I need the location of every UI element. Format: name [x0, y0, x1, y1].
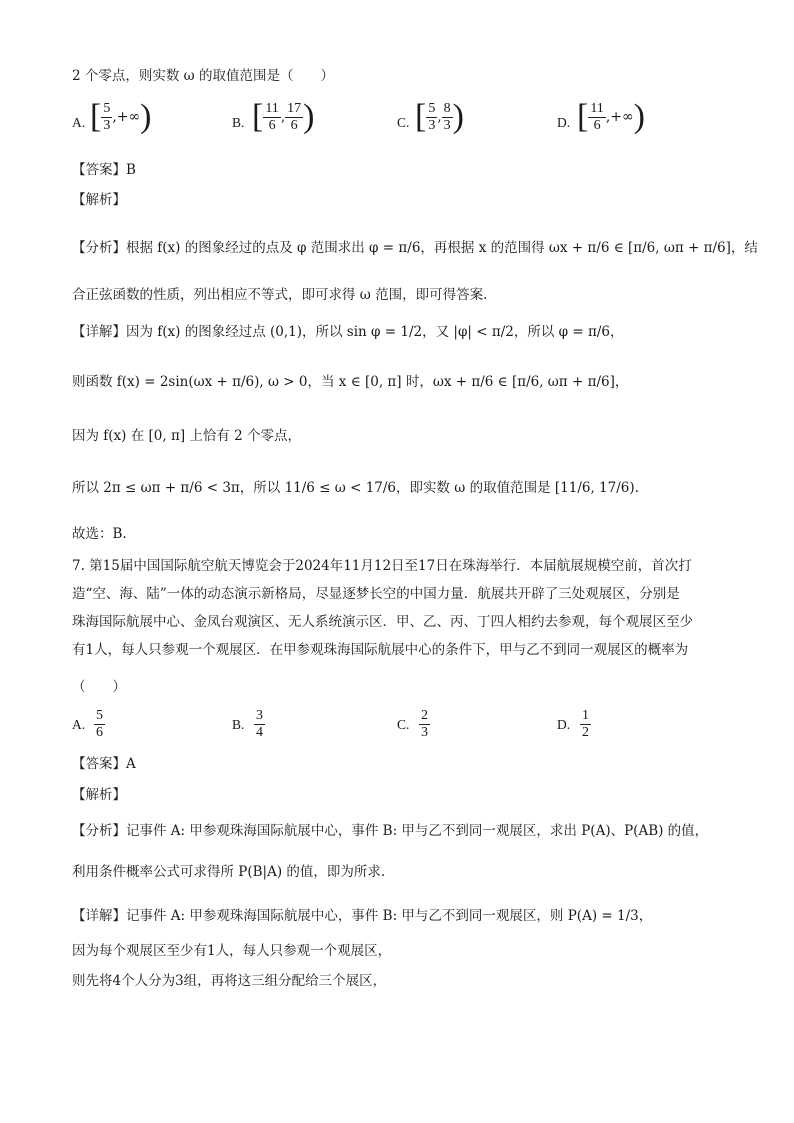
q7-detail-line3: 则先将4个人分为3组，再将这三组分配给三个展区，: [72, 973, 387, 989]
q6-answer: 【答案】B: [72, 162, 136, 178]
q7-fenxi-line1: 【分析】记事件 A: 甲参观珠海国际航展中心，事件 B: 甲与乙不到同一观展区，求出 P(A)、P(AB) 的值，: [72, 823, 709, 839]
q7-answer: 【答案】A: [72, 756, 136, 772]
q7-stem-line3: 珠海国际航展中心、金凤台观演区、无人系统演示区．甲、乙、丙、丁四人相约去参观，每个观展区至少: [72, 614, 693, 630]
q6-stem-tail: 2 个零点，则实数 ω 的取值范围是（ ）: [72, 68, 334, 84]
q7-detail-line2: 因为每个观展区至少有1人，每人只参观一个观展区，: [72, 943, 392, 959]
q6-fenxi-line2: 合正弦函数的性质，列出相应不等式，即可求得 ω 范围，即可得答案.: [72, 287, 488, 303]
q6-fenxi-line1: 【分析】根据 f(x) 的图象经过的点及 φ 范围求出 φ = π/6，再根据 x 的范围得 ωx + π/6 ∈ [π/6, ωπ + π/6]，结: [72, 240, 758, 256]
q6-conclusion: 故选：B.: [72, 526, 127, 542]
q6-detail-line4: 所以 2π ≤ ωπ + π/6 < 3π，所以 11/6 ≤ ω < 17/6，即实数 ω 的取值范围是 [11/6, 17/6).: [72, 480, 639, 496]
q6-detail-line3: 因为 f(x) 在 [0, π] 上恰有 2 个零点，: [72, 428, 302, 444]
q6-detail-line2: 则函数 f(x) = 2sin(ωx + π/6), ω > 0，当 x ∈ [0, π] 时，ωx + π/6 ∈ [π/6, ωπ + π/6]，: [72, 374, 629, 390]
q7-stem-line1: 7. 第15届中国国际航空航天博览会于2024年11月12日至17日在珠海举行．本届航展规模空前，首次打: [72, 558, 692, 574]
q7-stem-line5: （ ）: [72, 679, 126, 695]
q7-stem-line2: 造“空、海、陆”一体的动态演示新格局，尽显逐梦长空的中国力量．航展共开辟了三处观展区，分别是: [72, 586, 680, 602]
q6-detail-line1: 【详解】因为 f(x) 的图象经过点 (0,1)，所以 sin φ = 1/2，又 |φ| < π/2，所以 φ = π/6，: [72, 324, 624, 340]
q7-fenxi-line2: 利用条件概率公式可求得所 P(B|A) 的值，即为所求.: [72, 864, 386, 880]
q7-stem-line4: 有1人，每人只参观一个观展区．在甲参观珠海国际航展中心的条件下，甲与乙不到同一观展区的概率为: [72, 642, 689, 658]
q6-analysis-heading: 【解析】: [72, 192, 126, 208]
q7-detail-line1: 【详解】记事件 A: 甲参观珠海国际航展中心，事件 B: 甲与乙不到同一观展区，则 P(A) = 1/3，: [72, 908, 653, 924]
q7-analysis-heading: 【解析】: [72, 787, 126, 803]
